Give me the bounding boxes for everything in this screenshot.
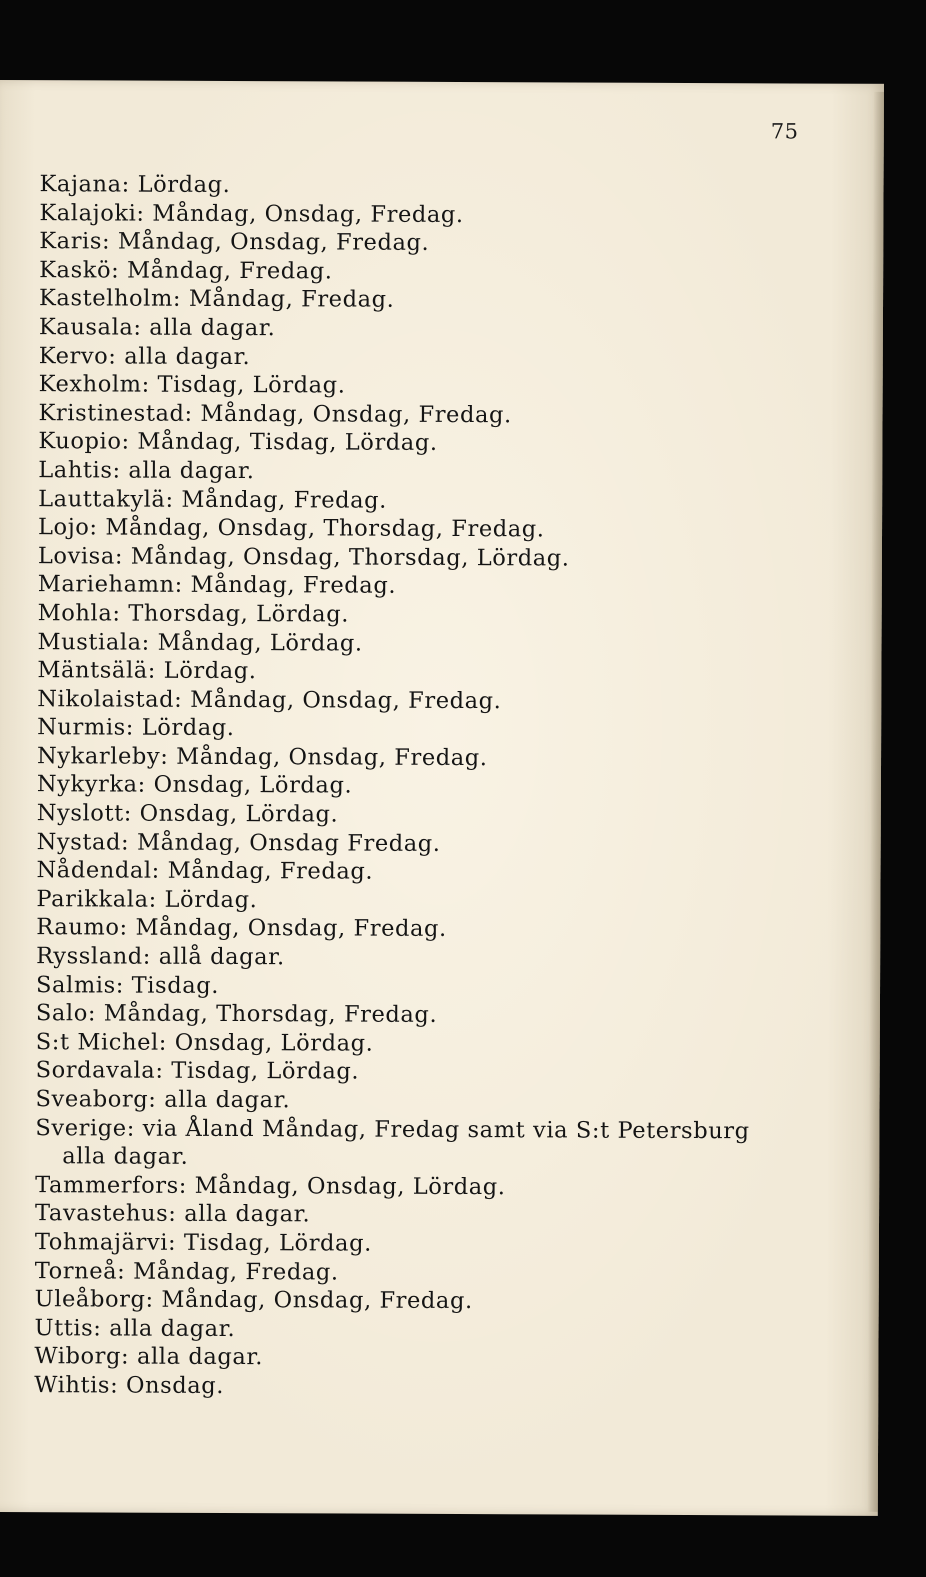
list-item: Lojo: Måndag, Onsdag, Thorsdag, Fredag. — [37, 514, 545, 543]
list-item: Kervo: alla dagar. — [38, 342, 251, 370]
list-item: Kajana: Lördag. — [39, 171, 231, 199]
page-edge — [868, 92, 884, 1512]
list-item: Salo: Måndag, Thorsdag, Fredag. — [35, 1000, 438, 1029]
list-item: Ryssland: allå dagar. — [36, 943, 285, 971]
list-item: S:t Michel: Onsdag, Lördag. — [35, 1028, 374, 1057]
list-item: Parikkala: Lördag. — [36, 886, 258, 913]
list-item: Tavastehus: alla dagar. — [34, 1200, 311, 1228]
list-item: Kausala: alla dagar. — [38, 314, 276, 342]
sverige-line-2: alla dagar. — [62, 1143, 189, 1171]
list-item: Nykarleby: Måndag, Onsdag, Fredag. — [36, 743, 488, 772]
list-item: Mohla: Thorsdag, Lördag. — [37, 600, 350, 628]
book-page — [0, 80, 884, 1516]
sverige-line-1: Sverige: via Åland Måndag, Fredag samt via S:t Petersburg — [35, 1114, 750, 1144]
list-item: Karis: Måndag, Onsdag, Fredag. — [39, 228, 430, 257]
list-item: Raumo: Måndag, Onsdag, Fredag. — [36, 914, 447, 943]
list-item: Wiborg: alla dagar. — [34, 1343, 264, 1371]
page-number: 75 — [770, 119, 799, 144]
list-item: Lauttakylä: Måndag, Fredag. — [38, 485, 387, 514]
list-item: Nyslott: Onsdag, Lördag. — [36, 800, 339, 828]
list-item: Nikolaistad: Måndag, Onsdag, Fredag. — [37, 685, 502, 714]
list-item: Nådendal: Måndag, Fredag. — [36, 857, 374, 885]
list-item: Sveaborg: alla dagar. — [35, 1086, 291, 1114]
list-item: Nurmis: Lördag. — [37, 714, 235, 742]
list-item-sverige — [35, 1114, 815, 1175]
list-item: Mustiala: Måndag, Lördag. — [37, 628, 363, 657]
list-item: Tammerfors: Måndag, Onsdag, Lördag. — [35, 1171, 506, 1200]
list-item: Sordavala: Tisdag, Lördag. — [35, 1057, 360, 1085]
list-item: Kastelholm: Måndag, Fredag. — [38, 285, 395, 314]
list-item: Nykyrka: Onsdag, Lördag. — [36, 771, 353, 800]
list-item: Torneå: Måndag, Fredag. — [34, 1257, 339, 1286]
list-item: Mariehamn: Måndag, Fredag. — [37, 571, 397, 600]
list-item: Tohmajärvi: Tisdag, Lördag. — [34, 1229, 372, 1257]
list-item: Kalajoki: Måndag, Onsdag, Fredag. — [39, 199, 464, 228]
list-item: Kaskö: Måndag, Fredag. — [39, 256, 333, 285]
list-item: Salmis: Tisdag. — [35, 971, 220, 999]
list-item: Wihtis: Onsdag. — [34, 1372, 225, 1399]
list-item: Lahtis: alla dagar. — [38, 457, 255, 485]
list-item: Kexholm: Tisdag, Lördag. — [38, 371, 346, 399]
list-item: Lovisa: Måndag, Onsdag, Thorsdag, Lördag. — [37, 542, 570, 572]
list-item: Kuopio: Måndag, Tisdag, Lördag. — [38, 428, 438, 457]
list-item: Uleåborg: Måndag, Onsdag, Fredag. — [34, 1286, 473, 1315]
list-item: Mäntsälä: Lördag. — [37, 657, 257, 685]
list-item: Uttis: alla dagar. — [34, 1314, 236, 1342]
town-schedule-list — [34, 170, 839, 1403]
list-item: Nystad: Måndag, Onsdag Fredag. — [36, 828, 441, 857]
list-item: Kristinestad: Måndag, Onsdag, Fredag. — [38, 399, 512, 428]
